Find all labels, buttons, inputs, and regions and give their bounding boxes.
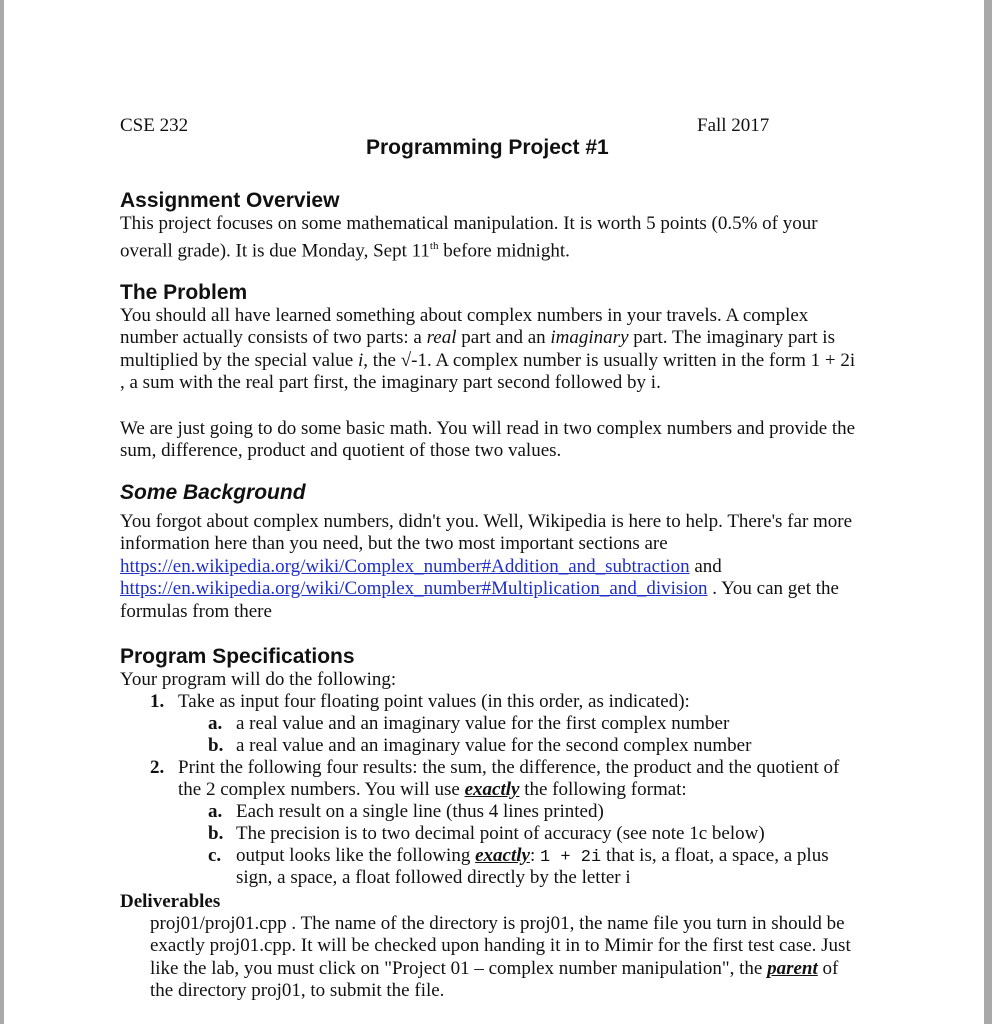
list-item-text: The precision is to two decimal point of accuracy (see note 1c below) [236,823,765,844]
overview-due-text: overall grade). It is due Monday, Sept 11 [120,240,430,262]
problem-paragraph-1 [120,305,880,395]
spec-item-2a [208,801,604,823]
problem-line-1: You should all have learned something about complex numbers in your travels. A complex [120,305,809,326]
deliverables-heading: Deliverables [120,891,221,912]
spec-item-2 [150,757,840,779]
list-item-text: Take as input four floating point values (in this order, as indicated): [178,691,690,712]
problem-line-4: , a sum with the real part first, the imaginary part second followed by i. [120,372,661,394]
list-item-text: Each result on a single line (thus 4 lines printed) [236,801,604,822]
imaginary-term: imaginary [550,327,629,349]
background-line-5: formulas from there [120,600,272,622]
spec-item-2-line-2 [178,779,687,801]
problem-text: number actually consists of two parts: a [120,327,427,349]
spec-item-2c [208,845,829,867]
background-line-3 [120,556,880,578]
list-number: 1. [150,691,165,712]
background-text: . You can get the [707,578,839,600]
list-letter: b. [208,735,224,756]
problem-text: part. The imaginary part is [628,327,835,349]
real-term: real [426,327,457,349]
deliverables-text: of [817,957,839,979]
list-number: 2. [150,757,165,778]
deliverables-line-4: the directory proj01, to submit the file. [150,980,445,1002]
background-line-1: You forgot about complex numbers, didn't you. Well, Wikipedia is here to help. There's far more [120,511,853,532]
course-code: CSE 232 [120,115,189,136]
list-item-text: that is, a float, a space, a plus [601,845,829,866]
background-line-2: information here than you need, but the two most important sections are [120,533,668,555]
term: Fall 2017 [697,115,770,136]
deliverables-line-3 [150,958,890,980]
list-letter: a. [208,713,223,734]
spec-item-2c-line-2: sign, a space, a float followed directly by the letter i [236,867,631,888]
spec-item-2c-text [236,845,829,869]
problem-p2-line-2: sum, difference, product and quotient of those two values. [120,440,562,462]
emphasis-exactly: exactly [475,845,530,866]
list-item-text: a real value and an imaginary value for the first complex number [236,713,730,734]
problem-text: multiplied by the special value [120,349,358,371]
deliverables-line-2: exactly proj01.cpp. It will be checked upon handing it in to Mimir for the first test case. Just [150,935,851,957]
wikipedia-addition-link[interactable]: https://en.wikipedia.org/wiki/Complex_number#Addition_and_subtraction [120,555,690,577]
problem-p2-line-1: We are just going to do some basic math. You will read in two complex numbers and provide the [120,418,856,439]
spec-item-2b [208,823,765,845]
list-item-text: : [529,845,540,866]
list-item-text: a real value and an imaginary value for the second complex number [236,735,752,756]
overview-line-2 [120,235,880,263]
problem-line-2 [120,327,880,349]
emphasis-exactly: exactly [464,779,520,800]
list-letter: a. [208,801,223,822]
problem-text: part and an [456,327,551,349]
specs-intro: Your program will do the following: [120,669,397,690]
list-item-text: Print the following four results: the sum, the difference, the product and the quotient of [178,757,840,778]
spec-item-1a [208,713,730,735]
list-item-text: the 2 complex numbers. You will use [178,779,465,800]
problem-heading: The Problem [120,281,248,304]
overview-deadline-text: before midnight. [438,240,570,262]
spec-item-1 [150,691,690,713]
format-example-code: 1 + 2i [539,848,602,867]
deliverables-line-1: proj01/proj01.cpp . The name of the directory is proj01, the name file you turn in should be [150,913,845,934]
specs-heading: Program Specifications [120,645,355,668]
list-letter: b. [208,823,224,844]
background-heading: Some Background [120,481,306,504]
i-symbol: i [357,349,364,371]
wikipedia-multiplication-link[interactable]: https://en.wikipedia.org/wiki/Complex_number#Multiplication_and_division [120,578,708,600]
list-item-text: output looks like the following [236,845,476,866]
deliverables-text: like the lab, you must click on "Project 01 – complex number manipulation", the [150,957,768,979]
background-text: and [689,555,722,577]
problem-line-3 [120,350,880,372]
background-line-4 [120,578,880,600]
overview-heading: Assignment Overview [120,189,340,212]
list-item-text: the following format: [519,779,687,800]
spec-item-1b [208,735,752,757]
list-letter: c. [208,845,222,866]
emphasis-parent: parent [767,957,818,979]
deliverables-paragraph [150,913,890,1003]
problem-text: , the √-1. A complex number is usually written in the form 1 + 2i [363,349,856,371]
background-paragraph [120,511,880,623]
page-title: Programming Project #1 [366,136,609,159]
problem-paragraph-2 [120,418,880,463]
document-page [4,0,984,1024]
overview-paragraph [120,213,880,263]
ordinal-suffix: th [429,240,439,253]
overview-line-1: This project focuses on some mathematical manipulation. It is worth 5 points (0.5% of your [120,213,818,234]
